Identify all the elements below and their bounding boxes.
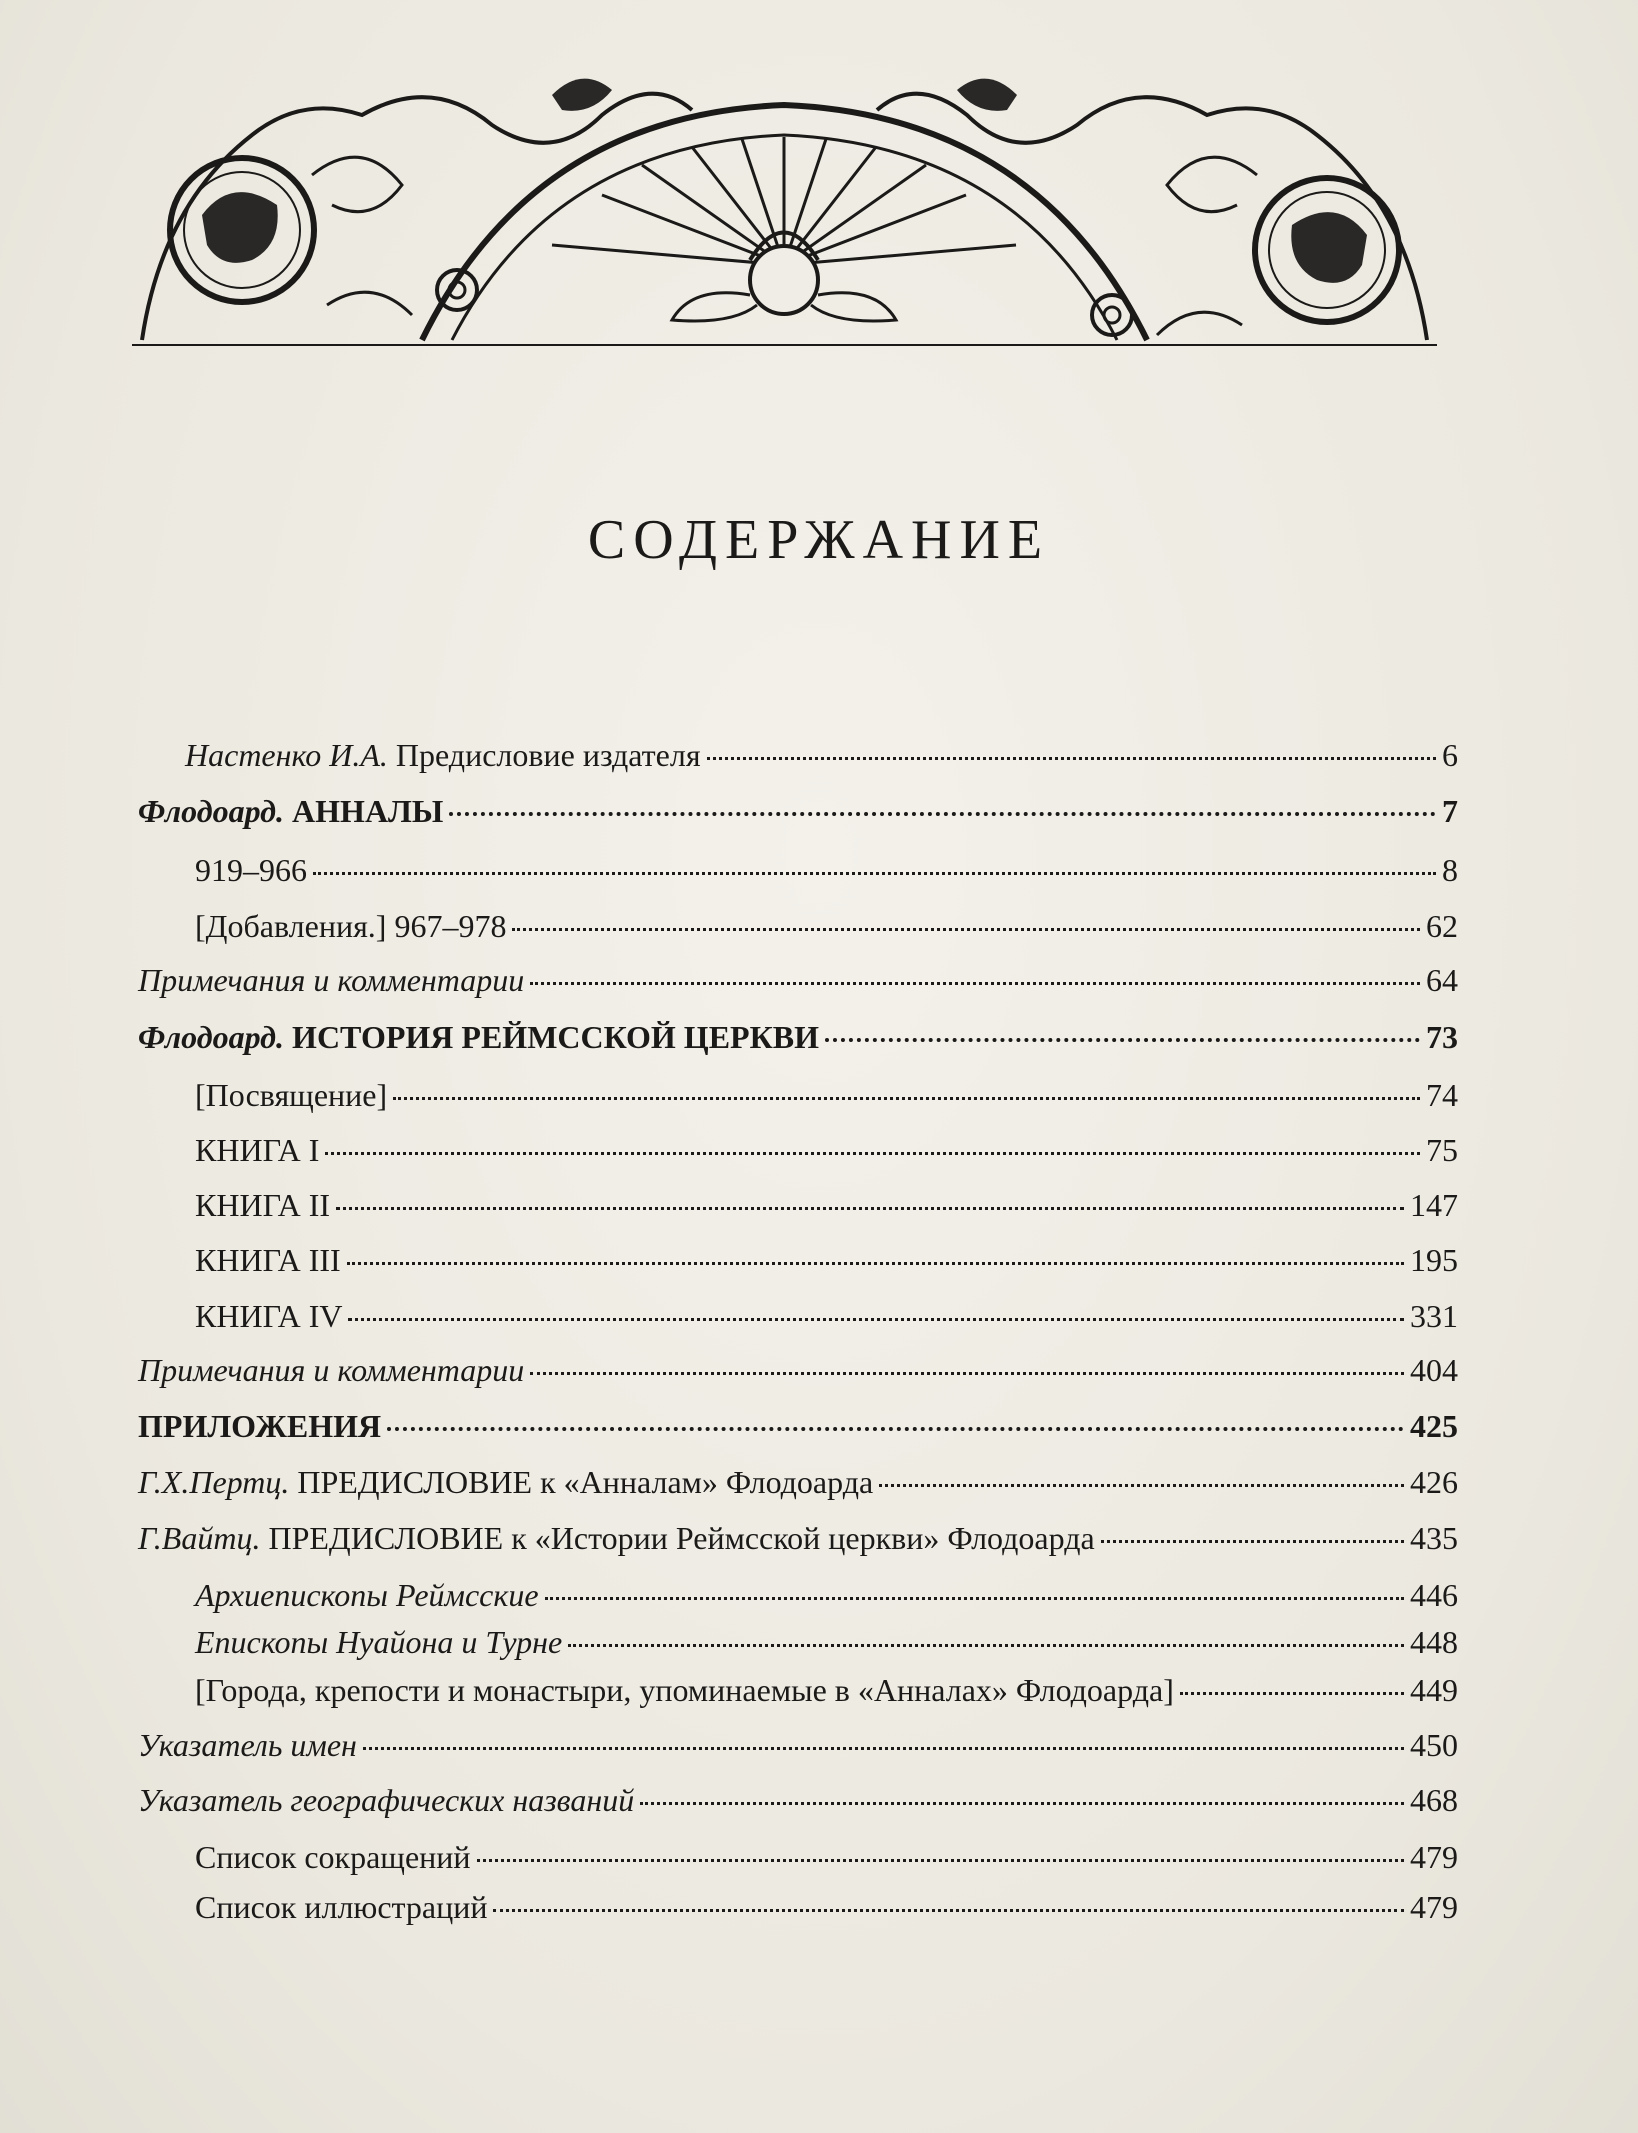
toc-entry-title: [Города, крепости и монастыри, упоминаемые в «Анналах» Флодоарда]: [195, 1672, 1174, 1708]
dot-leader: [449, 812, 1436, 816]
toc-page-number: 435: [1410, 1520, 1458, 1556]
page-title: СОДЕРЖАНИЕ: [587, 509, 1051, 571]
toc-entry-label: [195, 1185, 330, 1225]
toc-entry: [138, 1462, 1458, 1502]
toc-entry: [138, 1780, 1458, 1820]
toc-entry-title: ПРИЛОЖЕНИЯ: [138, 1408, 382, 1444]
toc-entry-title: АННАЛЫ: [284, 793, 444, 829]
toc-page-number: 64: [1426, 962, 1458, 998]
dot-leader: [477, 1859, 1404, 1862]
toc-entry: [195, 1622, 1458, 1662]
dot-leader: [1101, 1540, 1404, 1543]
toc-entry-title: Указатель имен: [138, 1727, 357, 1763]
toc-entry-label: [195, 1130, 319, 1170]
dot-leader: [568, 1644, 1404, 1647]
toc-entry-title: КНИГА III: [195, 1242, 341, 1278]
toc-page-number: 450: [1410, 1727, 1458, 1763]
dot-leader: [325, 1152, 1420, 1155]
toc-entry: [138, 960, 1458, 1000]
toc-entry-label: [138, 1462, 873, 1502]
toc-page-number: 479: [1410, 1839, 1458, 1875]
toc-entry: [138, 791, 1458, 831]
toc-entry-label: [185, 735, 701, 775]
toc-entry-label: [138, 1518, 1095, 1558]
toc-entry-title: Примечания и комментарии: [138, 962, 525, 998]
toc-entry-title: КНИГА I: [195, 1132, 320, 1168]
dot-leader: [348, 1318, 1404, 1321]
toc-entry-label: [195, 1837, 471, 1877]
toc-entry: [138, 1518, 1458, 1558]
toc-page-number: 6: [1442, 737, 1458, 773]
toc-page-number: 446: [1410, 1577, 1458, 1613]
dot-leader: [347, 1262, 1404, 1265]
toc-entry: [195, 850, 1458, 890]
dot-leader: [363, 1747, 1404, 1750]
toc-entry-author: Флодоард.: [138, 1019, 285, 1055]
toc-page-number: 479: [1410, 1889, 1458, 1925]
toc-entry-label: [138, 1780, 634, 1820]
toc-page-number: 74: [1426, 1077, 1458, 1113]
toc-page-number: 73: [1426, 1019, 1458, 1055]
dot-leader: [707, 757, 1436, 760]
toc-entry-label: [195, 1887, 487, 1927]
toc-entry: [138, 1017, 1458, 1057]
toc-entry-label: [138, 1017, 819, 1057]
toc-entry: [195, 1296, 1458, 1336]
toc-entry: [195, 1887, 1458, 1927]
dot-leader: [640, 1802, 1404, 1805]
dot-leader: [336, 1207, 1404, 1210]
toc-entry-title: ПРЕДИСЛОВИЕ к «Истории Реймсской церкви» Флодоарда: [260, 1520, 1095, 1556]
toc-entry-author: Флодоард.: [138, 793, 285, 829]
toc-entry: [138, 1725, 1458, 1765]
toc-page-number: 62: [1426, 908, 1458, 944]
toc-entry-title: КНИГА IV: [195, 1298, 343, 1334]
toc-page-number: 147: [1410, 1187, 1458, 1223]
toc-entry: [138, 1350, 1458, 1390]
toc-entry: [195, 1837, 1458, 1877]
toc-entry-label: [195, 1622, 562, 1662]
toc-entry-label: [195, 1240, 341, 1280]
dot-leader: [313, 872, 1436, 875]
dot-leader: [530, 1372, 1404, 1375]
toc-page-number: 331: [1410, 1298, 1458, 1334]
toc-entry-title: Епископы Нуайона и Турне: [195, 1624, 563, 1660]
toc-entry-title: Список иллюстраций: [195, 1889, 488, 1925]
toc-page-number: 8: [1442, 852, 1458, 888]
toc-entry: [195, 906, 1458, 946]
toc-entry-label: [195, 906, 506, 946]
toc-entry-label: [138, 1406, 381, 1446]
toc-entry-title: Список сокращений: [195, 1839, 471, 1875]
dot-leader: [393, 1097, 1420, 1100]
toc-entry-title: ИСТОРИЯ РЕЙМССКОЙ ЦЕРКВИ: [284, 1019, 820, 1055]
toc-page-number: 7: [1442, 793, 1458, 829]
toc-entry: [185, 735, 1458, 775]
toc-entry-label: [195, 1575, 539, 1615]
dot-leader: [530, 982, 1420, 985]
toc-entry-label: [195, 1296, 342, 1336]
toc-page-number: 425: [1410, 1408, 1458, 1444]
toc-entry-title: КНИГА II: [195, 1187, 330, 1223]
toc-page-number: 468: [1410, 1782, 1458, 1818]
toc-entry-author: Г.Х.Пертц.: [138, 1464, 290, 1500]
toc-entry-title: ПРЕДИСЛОВИЕ к «Анналам» Флодоарда: [289, 1464, 874, 1500]
toc-entry-title: Архиепископы Реймсские: [195, 1577, 539, 1613]
ornamental-headpiece: [132, 55, 1437, 367]
dot-leader: [493, 1909, 1404, 1912]
toc-entry: [138, 1406, 1458, 1446]
toc-page-number: 448: [1410, 1624, 1458, 1660]
toc-entry-label: [195, 1670, 1174, 1710]
toc-entry: [195, 1185, 1458, 1225]
toc-entry-label: [138, 1725, 357, 1765]
toc-entry-author: Г.Вайтц.: [138, 1520, 261, 1556]
dot-leader: [879, 1484, 1404, 1487]
toc-entry-label: [138, 1350, 524, 1390]
toc-entry-title: [Добавления.] 967–978: [195, 908, 507, 944]
toc-page-number: 426: [1410, 1464, 1458, 1500]
dot-leader: [512, 928, 1420, 931]
toc-entry: [195, 1670, 1458, 1710]
toc-entry-title: Предисловие издателя: [387, 737, 701, 773]
toc-entry-label: [138, 960, 524, 1000]
toc-page-number: 404: [1410, 1352, 1458, 1388]
toc-entry-label: [195, 1075, 387, 1115]
toc-entry: [195, 1240, 1458, 1280]
toc-entry-title: Примечания и комментарии: [138, 1352, 525, 1388]
toc-entry-title: [Посвящение]: [195, 1077, 388, 1113]
toc-entry-title: Указатель географических названий: [138, 1782, 635, 1818]
toc-entry: [195, 1130, 1458, 1170]
toc-page-number: 449: [1410, 1672, 1458, 1708]
dot-leader: [825, 1038, 1420, 1042]
toc-entry-title: 919–966: [195, 852, 307, 888]
toc-entry-label: [138, 791, 443, 831]
dot-leader: [1180, 1692, 1404, 1695]
toc-entry-label: [195, 850, 307, 890]
toc-entry: [195, 1075, 1458, 1115]
toc-entry-author: Настенко И.А.: [185, 737, 388, 773]
toc-entry: [195, 1575, 1458, 1615]
dot-leader: [545, 1597, 1404, 1600]
toc-page-number: 195: [1410, 1242, 1458, 1278]
dot-leader: [387, 1427, 1404, 1431]
toc-page-number: 75: [1426, 1132, 1458, 1168]
